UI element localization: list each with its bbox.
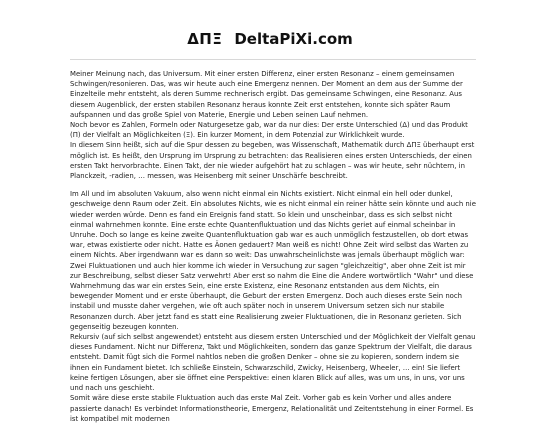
- header-divider: [70, 59, 476, 60]
- site-title[interactable]: DeltaPiXi.com: [234, 30, 353, 48]
- article-paragraph-1: Meiner Meinung nach, das Universum. Mit einer ersten Differenz, einer ersten Resonanz – einem gemeinsamen Schwingen/resonieren. Das, was wir heute auch eine Emergenz nennen. Der Moment an dem aus der Summe der Einzelteile mehr entsteht, als deren Summe rechnerisch ergibt. Das gemeinsame Schwingen, eine Resonanz. Aus diesem Augenblick, der ersten stabilen Resonanz heraus konnte Zeit erst entstehen, konnte sich später Raum aufspannen und das große Spiel von Materie, Energie und Leben seinen Lauf nehmen. Noch bevor es Zahlen, Formeln oder Naturgesetze gab, war da nur dies: Der erste Unterschied (Δ) und das Produkt (Π) der Vielfalt an Möglichkeiten (Ξ). Ein kurzer Moment, in dem Potenzial zur Wirklichkeit wurde. In diesem Sinn heißt, sich auf die Spur dessen zu begeben, was Wissenschaft, Mathematik durch ΔΠΞ überhaupt erst möglich ist. Es heißt, den Ursprung im Ursprung zu betrachten: das Realisieren eines ersten Unterschieds, der einen ersten Takt hervorbrachte. Einen Takt, der nie wieder aufgehört hat zu schlagen – was wir heute, sehr nüchtern, in Planckzeit, -radien, … messen, was Heisenberg mit seiner Unschärfe beschreibt.: [70, 70, 475, 181]
- site-logo[interactable]: ΔΠΞ: [187, 30, 223, 48]
- article-paragraph-2: Im All und im absoluten Vakuum, also wenn nicht einmal ein Nichts existiert. Nicht einmal ein hell oder dunkel, geschweige denn Raum oder Zeit. Ein absolutes Nichts, wie es nicht einmal ein reiner hätte sein könnte und auch nie wieder werden würde. Denn es fand ein Ereignis fand statt. So klein und unscheinbar, dass es sich selbst nicht einmal wahrnehmen konnte. Eine erste echte Quantenfluktuation und das Nichts geriet auf einmal scheinbar in Unruhe. Doch so lange es keine zweite Quantenfluktuation gab war es auch unmöglich festzustellen, ob dort etwas war, etwas existierte oder nicht. Hatte es Äonen gedauert? Man weiß es nicht! Ohne Zeit wird selbst das Warten zu einem Nichts. Aber irgendwann war es dann so weit: Das unwahrscheinlichste was jemals überhaupt möglich war: Zwei Fluktuationen und auch hier komme ich wieder in Versuchung zur sagen "gleichzeitig", aber ohne Zeit ist mir zur Beschreibung, selbst dieser Satz verwehrt! Aber erst so nahm die Eine die Andere wortwörtlich "Wahr" und diese Wahrnehmung das war ein erstes Sein, eine erste Existenz, eine Resonanz entstanden aus dem Nichts, ein bewegender Moment und er erste überhaupt, die Geburt der ersten Emergenz. Doch auch dieses erste Sein noch instabil und musste daher vergehen, wie oft auch später noch in unserem Universum setzen sich nur stabile Resonanzen durch. Aber jetzt fand es statt eine Realisierung zweier Fluktuationen, die in Resonanz gerieten. Sich gegenseitig bezeugen konnten. Rekursiv (auf sich selbst angewendet) entsteht aus diesem ersten Unterschied und der Möglichkeit der Vielfalt genau dieses Fundament. Nicht nur Differenz, Takt und Möglichkeiten, sondern das ganze Spektrum der Vielfalt, die daraus entsteht. Damit fügt sich die Formel nahtlos neben die großen Denker – ohne sie zu kopieren, sondern indem sie ihnen ein Fundament bietet. Ich schließe Einstein, Schwarzschild, Zwicky, Heisenberg, Wheeler, … ein! Sie liefert keine fertigen Lösungen, aber sie öffnet eine Perspektive: einen klaren Blick auf alles, was um uns, in uns, vor uns und nach uns geschieht. Somit wäre diese erste stabile Fluktuation auch das erste Mal Zeit. Vorher gab es kein Vorher und alles andere passierte danach! Es verbindet Informationstheorie, Emergenz, Relationalität und Zeitentstehung in einer Formel. Es ist kompatibel mit modernen: [70, 190, 476, 423]
- site-header: [0, 30, 540, 48]
- article-body: [70, 69, 476, 432]
